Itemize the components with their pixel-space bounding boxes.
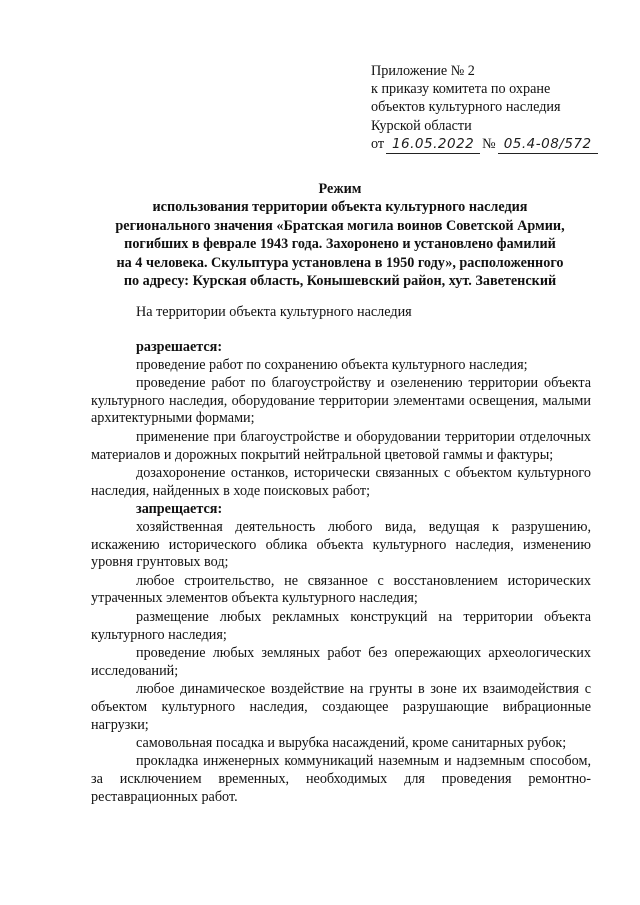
appendix-line: к приказу комитета по охране	[371, 81, 551, 98]
forbidden-item: проведение любых земляных работ без опережающих археологических исследований;	[91, 644, 591, 679]
appendix-line: Приложение № 2	[371, 63, 475, 79]
document-title	[70, 180, 610, 290]
allowed-item: проведение работ по благоустройству и озеленению территории объекта культурного наследия, оборудование территории элементами освещения, малыми архитектурными формами;	[91, 374, 591, 427]
forbidden-item: любое строительство, не связанное с восстановлением исторических утраченных элементов объекта культурного наследия;	[91, 572, 591, 607]
title-line: на 4 человека. Скульптура установлена в 1950 году», расположенного	[116, 254, 564, 271]
appendix-line: объектов культурного наследия	[371, 99, 561, 116]
number-sign: №	[482, 135, 496, 152]
allowed-header: разрешается:	[136, 338, 223, 355]
title-line: погибших в феврале 1943 года. Захоронено и установлено фамилий	[124, 236, 556, 253]
handwritten-order-number: 05.4-08/572	[498, 135, 598, 154]
appendix-block	[371, 62, 631, 154]
title-line: использования территории объекта культурного наследия	[152, 199, 528, 216]
forbidden-header: запрещается:	[136, 500, 223, 517]
order-date-number-line	[371, 135, 631, 154]
handwritten-date: 16.05.2022	[386, 135, 480, 154]
title-line: регионального значения «Братская могила воинов Советской Армии,	[115, 217, 565, 234]
allowed-item: применение при благоустройстве и оборудовании территории отделочных материалов и дорожных покрытий нейтральной цветовой гаммы и фактуры;	[91, 428, 591, 463]
forbidden-item: прокладка инженерных коммуникаций наземным и надземным способом, за исключением временных, необходимых для проведения ремонтно-реставрационных работ.	[91, 753, 591, 805]
title-line: Режим	[318, 181, 362, 197]
allowed-item: проведение работ по сохранению объекта культурного наследия;	[136, 356, 528, 373]
forbidden-item: любое динамическое воздействие на грунты в зоне их взаимодействия с объектом культурного наследия, создающее разрушающие вибрационные нагрузки;	[91, 680, 591, 733]
forbidden-item: размещение любых рекламных конструкций на территории объекта культурного наследия;	[91, 608, 591, 643]
intro-paragraph: На территории объекта культурного наследия	[136, 304, 412, 320]
allowed-item: дозахоронение останков, исторически связанных с объектом культурного наследия, найденных в ходе поисковых работ;	[91, 464, 591, 499]
forbidden-item: хозяйственная деятельность любого вида, ведущая к разрушению, искажению исторического облика объекта культурного наследия, изменению уровня грунтовых вод;	[91, 518, 591, 571]
forbidden-item: самовольная посадка и вырубка насаждений, кроме санитарных рубок;	[136, 734, 567, 751]
appendix-line: Курской области	[371, 117, 472, 134]
from-prefix: от	[371, 135, 385, 152]
title-line: по адресу: Курская область, Конышевский район, хут. Заветенский	[123, 273, 557, 290]
document-body	[91, 304, 591, 807]
